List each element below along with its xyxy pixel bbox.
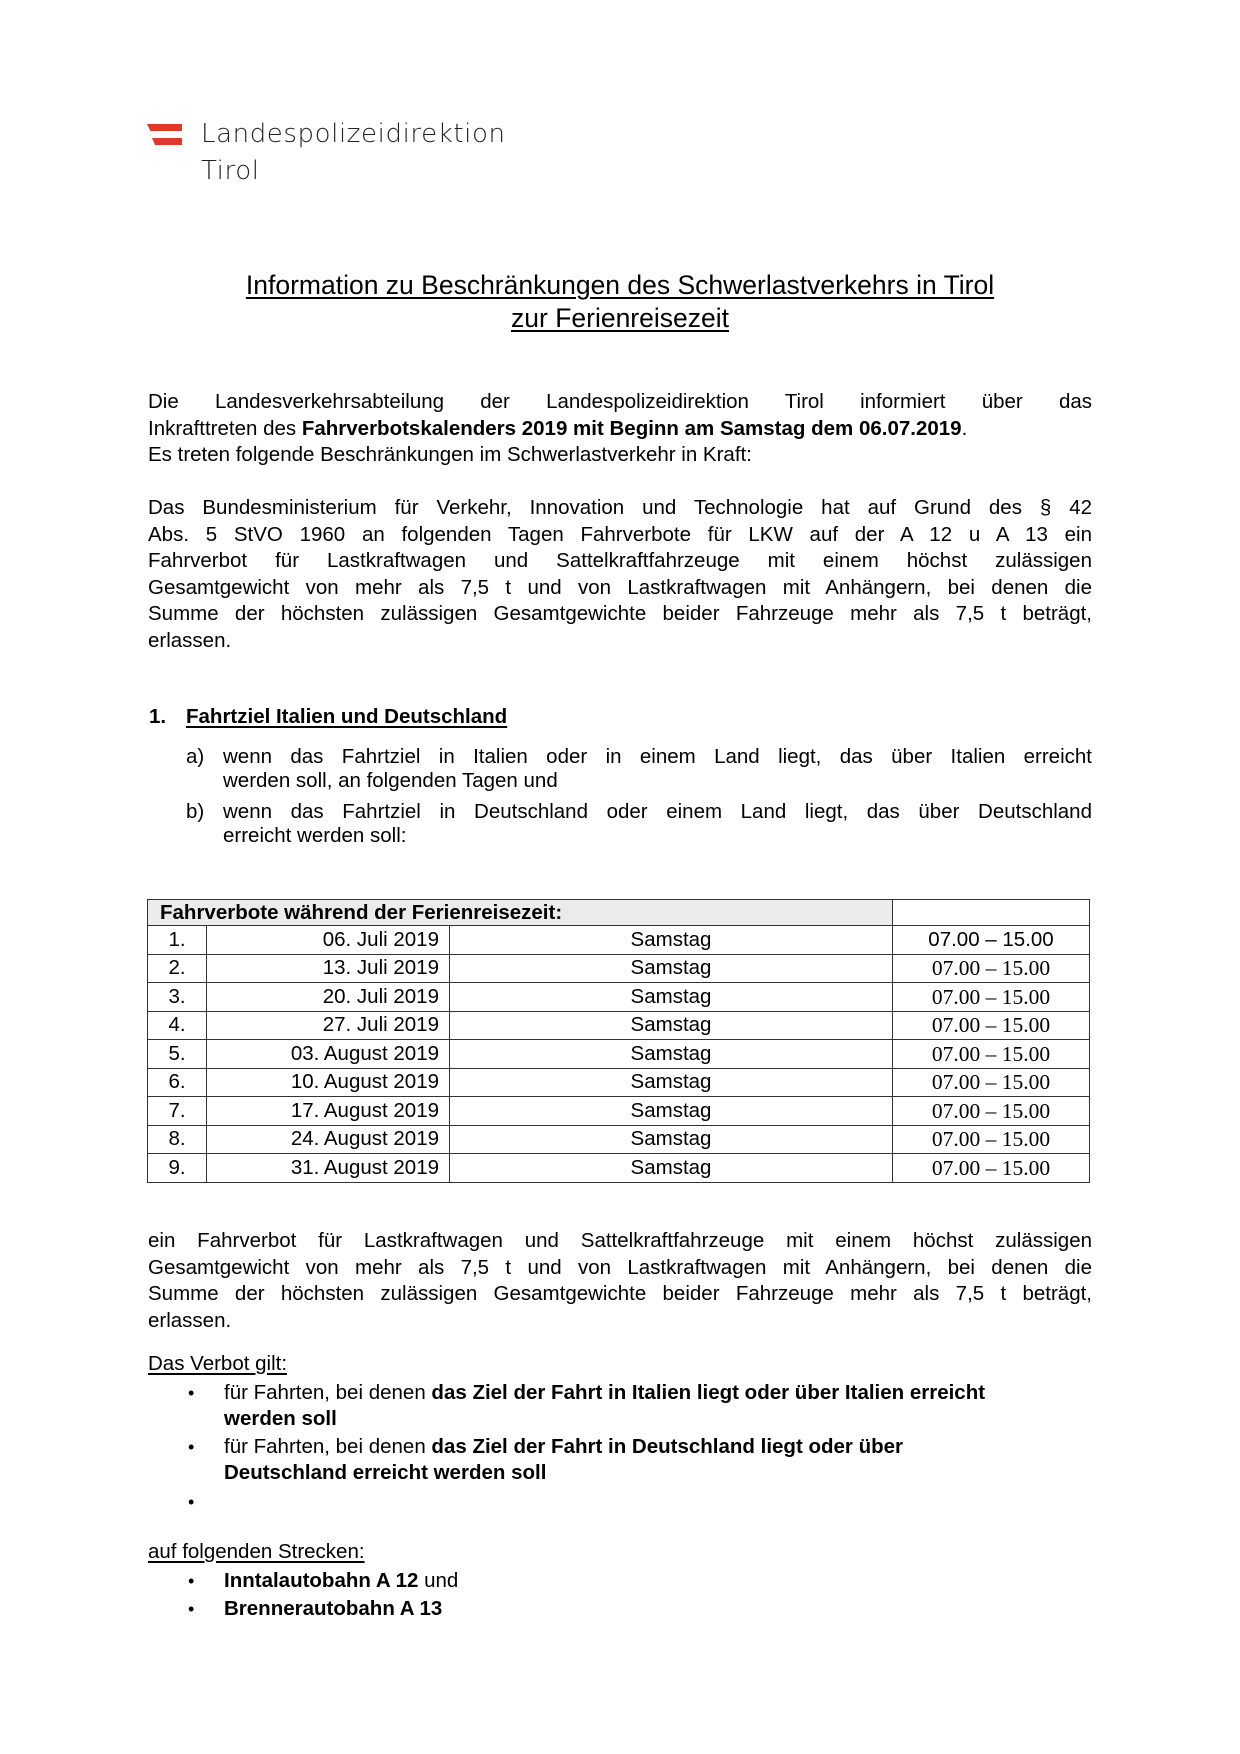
row-time: 07.00 – 15.00 [893,1040,1090,1069]
row-date: 13. Juli 2019 [207,954,450,983]
strecken-item-a12 [188,1568,1088,1594]
row-day: Samstag [450,1068,893,1097]
row-date: 03. August 2019 [207,1040,450,1069]
bullet-icon: • [188,1492,195,1512]
verbot-label: Das Verbot gilt: [148,1352,288,1375]
ban-line: Gesamtgewicht von mehr als 7,5 t und von Lastkraftwagen mit Anhängern, bei denen die [148,1255,1092,1279]
org-region: Tirol [201,156,260,186]
table-row [148,954,1090,983]
intro-line2-bold: Fahrverbotskalenders 2019 mit Beginn am Samstag dem 06.07.2019 [301,416,962,440]
row-day: Samstag [450,1097,893,1126]
row-date: 20. Juli 2019 [207,983,450,1012]
intro-line2 [148,416,1092,443]
item-line2: werden soll, an folgenden Tagen und [223,769,558,792]
item-line1: wenn das Fahrtziel in Italien oder in einem Land liegt, das über Italien erreicht [223,745,1092,768]
verbot-bullet-italy [188,1380,1088,1432]
intro-line2-text: Inkrafttreten des [148,416,302,440]
item-marker: b) [186,800,205,823]
bullet-icon: • [188,1571,195,1591]
row-date: 17. August 2019 [207,1097,450,1126]
bullet-text [188,1568,1088,1594]
row-time: 07.00 – 15.00 [893,926,1090,955]
bullet-text-normal: für Fahrten, bei denen [224,1435,432,1458]
section-number: 1. [149,705,167,728]
row-day: Samstag [450,1011,893,1040]
table-header: Fahrverbote während der Ferienreisezeit: [148,900,893,926]
logo-flag-bar-top-icon [147,124,182,131]
row-day: Samstag [450,1125,893,1154]
row-date: 06. Juli 2019 [207,926,450,955]
table-row [148,1154,1090,1183]
table-header-empty [893,900,1090,926]
route-suffix: und [418,1569,459,1592]
item-line2: erreicht werden soll: [223,824,407,847]
logo-flag-bar-bottom-icon [152,138,182,145]
item-marker: a) [186,745,205,768]
condition-item-a [186,745,1092,793]
row-number: 7. [148,1097,207,1126]
page-title-line1: Information zu Beschränkungen des Schwerlastverkehrs in Tirol [245,270,995,300]
org-name: Landespolizeidirektion [201,119,506,149]
row-time: 07.00 – 15.00 [893,983,1090,1012]
bullet-text [188,1434,1088,1486]
intro-paragraph [148,389,1092,469]
ministry-line: Gesamtgewicht von mehr als 7,5 t und von Lastkraftwagen mit Anhängern, bei denen die [148,575,1092,599]
strecken-item-a13 [188,1596,1088,1622]
table-row [148,926,1090,955]
table-row [148,1097,1090,1126]
item-line1: wenn das Fahrtziel in Deutschland oder einem Land liegt, das über Deutschland [223,800,1092,823]
table-row [148,1068,1090,1097]
bullet-icon: • [188,1383,195,1403]
row-date: 10. August 2019 [207,1068,450,1097]
ministry-line: Summe der höchsten zulässigen Gesamtgewichte beider Fahrzeuge mehr als 7,5 t beträgt, [148,602,1092,625]
route-name: Inntalautobahn A 12 [224,1569,419,1592]
bullet-text-bold: werden soll [224,1407,337,1430]
row-date: 31. August 2019 [207,1154,450,1183]
route-name: Brennerautobahn A 13 [224,1597,443,1620]
row-number: 1. [148,926,207,955]
intro-line1: Die Landesverkehrsabteilung der Landespolizeidirektion Tirol informiert über das [148,390,1092,413]
row-time: 07.00 – 15.00 [893,1097,1090,1126]
ban-line: ein Fahrverbot für Lastkraftwagen und Sattelkraftfahrzeuge mit einem höchst zulässigen [148,1229,1092,1252]
row-day: Samstag [450,983,893,1012]
bullet-text [188,1380,1088,1432]
row-number: 4. [148,1011,207,1040]
row-day: Samstag [450,926,893,955]
ministry-line: erlassen. [148,628,232,652]
bullet-text-bold: das Ziel der Fahrt in Italien liegt oder über Italien erreicht [431,1381,986,1404]
row-day: Samstag [450,954,893,983]
row-number: 5. [148,1040,207,1069]
row-date: 27. Juli 2019 [207,1011,450,1040]
row-time: 07.00 – 15.00 [893,1154,1090,1183]
page-title-line2: zur Ferienreisezeit [511,303,729,333]
ban-line: erlassen. [148,1308,232,1332]
section-heading: Fahrtziel Italien und Deutschland [186,705,508,728]
strecken-label: auf folgenden Strecken: [148,1540,365,1563]
intro-line3: Es treten folgende Beschränkungen im Schwerlastverkehr in Kraft: [148,443,752,466]
bullet-text-bold: das Ziel der Fahrt in Deutschland liegt oder über [431,1435,904,1458]
table-row [148,1040,1090,1069]
table-row [148,983,1090,1012]
row-number: 9. [148,1154,207,1183]
row-time: 07.00 – 15.00 [893,1011,1090,1040]
ministry-line: Fahrverbot für Lastkraftwagen und Sattelkraftfahrzeuge mit einem höchst zulässigen [148,549,1092,572]
ban-line: Summe der höchsten zulässigen Gesamtgewichte beider Fahrzeuge mehr als 7,5 t beträgt, [148,1282,1092,1305]
ministry-paragraph [148,495,1092,654]
row-number: 8. [148,1125,207,1154]
ban-paragraph [148,1228,1092,1334]
bullet-icon: • [188,1599,195,1619]
table-header-row [148,900,1090,926]
bullet-text [188,1596,1088,1622]
row-time: 07.00 – 15.00 [893,1125,1090,1154]
row-number: 2. [148,954,207,983]
row-time: 07.00 – 15.00 [893,954,1090,983]
bullet-icon: • [188,1437,195,1457]
ministry-line: Abs. 5 StVO 1960 an folgenden Tagen Fahrverbote für LKW auf der A 12 u A 13 ein [148,522,1092,546]
bullet-text-normal: für Fahrten, bei denen [224,1381,432,1404]
bullet-text-bold: Deutschland erreicht werden soll [224,1461,547,1484]
row-time: 07.00 – 15.00 [893,1068,1090,1097]
table-row [148,1011,1090,1040]
ministry-line: Das Bundesministerium für Verkehr, Innovation und Technologie hat auf Grund des § 42 [148,496,1092,519]
row-day: Samstag [450,1040,893,1069]
row-number: 6. [148,1068,207,1097]
condition-item-b [186,800,1092,848]
driving-ban-table [147,899,1090,1183]
row-day: Samstag [450,1154,893,1183]
row-date: 24. August 2019 [207,1125,450,1154]
table-row [148,1125,1090,1154]
verbot-bullet-germany [188,1434,1088,1486]
row-number: 3. [148,983,207,1012]
intro-line2-end: . [961,416,968,440]
